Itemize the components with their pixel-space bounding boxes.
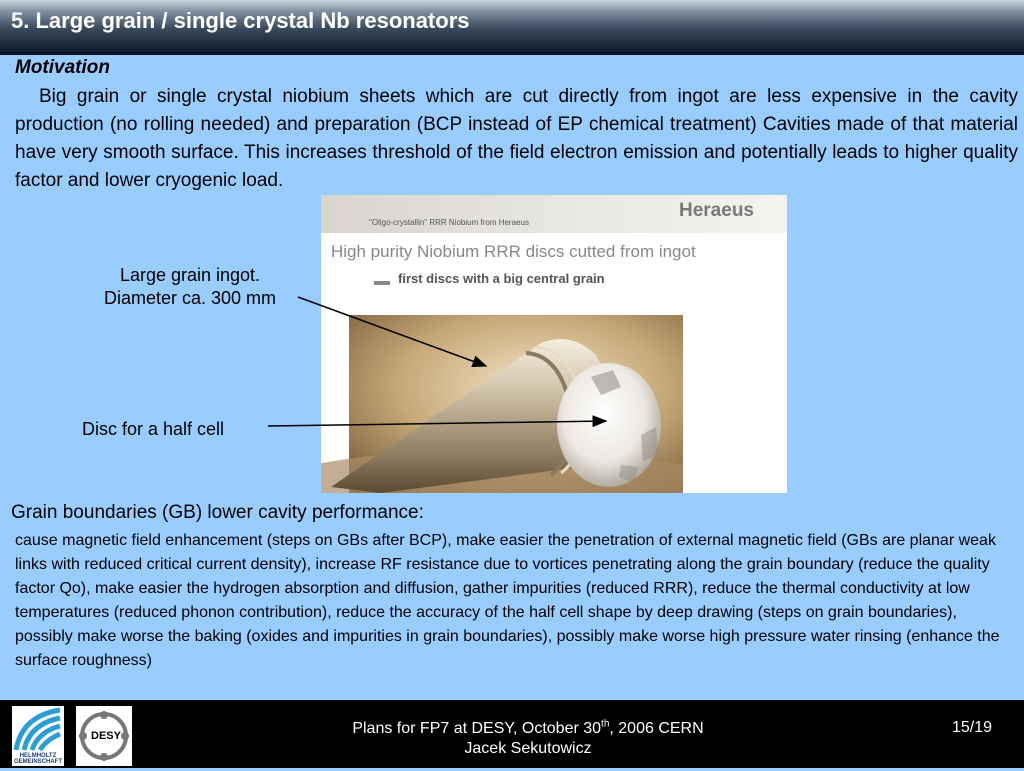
figure-bullet: first discs with a big central grain [398, 271, 605, 286]
footer-event-sup: th [601, 718, 610, 730]
gb-heading: Grain boundaries (GB) lower cavity performance: [11, 502, 424, 523]
disc-label: Disc for a half cell [82, 419, 225, 439]
figure-subtitle: "Oligo-crystallin" RRR Niobium from Heraeus [369, 218, 529, 227]
footer-author: Jacek Sekutowicz [464, 740, 592, 757]
page-number: 15/19 [952, 719, 993, 736]
ingot-label-line2: Diameter ca. 300 mm [103, 288, 277, 308]
footer-author-line [0, 740, 1024, 758]
figure-heading: High purity Niobium RRR discs cutted from ingot [331, 242, 696, 261]
ingot-label [80, 264, 300, 310]
gb-paragraph: cause magnetic field enhancement (steps on GBs after BCP), make easier the penetration of external magnetic field (GBs are planar weak links with reduced critical current density), increase RF resistance due to vortices penetrating along the grain boundary (reduce the quality factor Qo), make easier the hydrogen absorption and diffusion, gather impurities (reduced RRR), reduce the thermal conductivity at low temperatures (reduced phonon contribution), reduce the accuracy of the half cell shape by deep drawing (steps on grain boundaries), possibly make worse the baking (oxides and impurities in grain boundaries), possibly make worse high pressure water rinsing (enhance the surface roughness) [15, 532, 1000, 669]
ingot-label-line1: Large grain ingot. [119, 265, 261, 285]
title-bar [0, 0, 1024, 52]
slide-title: 5. Large grain / single crystal Nb resonators [11, 8, 470, 33]
footer-event-prefix: Plans for FP7 at DESY, October 30 [352, 720, 602, 737]
title-divider [0, 52, 1024, 55]
bullet-dash-icon [374, 281, 390, 285]
footer-event-line [0, 720, 1024, 738]
ingot-figure [321, 195, 787, 493]
heraeus-logo: Heraeus [679, 200, 754, 221]
motivation-paragraph: Big grain or single crystal niobium sheets which are cut directly from ingot are less expensive in the cavity production (no rolling needed) and preparation (BCP instead of EP chemical treatment) Cavities made of that material have very smooth surface. This increases threshold of the field electron emission and potentially leads to higher quality factor and lower cryogenic load. [15, 86, 1018, 191]
motivation-heading: Motivation [15, 57, 110, 78]
ingot-photo [321, 315, 683, 493]
footer-event-suffix: , 2006 CERN [609, 720, 704, 737]
helmholtz-logo-text: HELMHOLTZ GEMEINSCHAFT [14, 753, 62, 765]
desy-logo-text: DESY [91, 730, 121, 742]
figure-header-bar [321, 195, 787, 233]
